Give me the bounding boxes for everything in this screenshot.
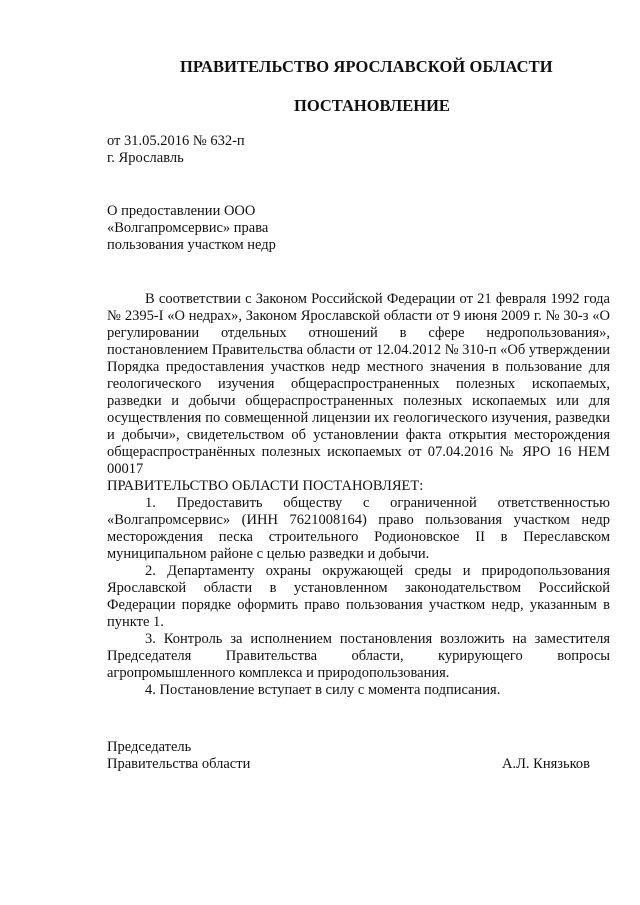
document-type: ПОСТАНОВЛЕНИЕ (294, 96, 450, 115)
signature-block (107, 739, 590, 773)
subject-line: пользования участком недр (107, 237, 276, 253)
item-paragraph-2: 2. Департаменту охраны окружающей среды и природопользования Ярославской области в установленном законодательством Российской Федерации порядке оформить право пользования участком недр, указанным в пункте 1. (107, 563, 610, 630)
date-number: от 31.05.2016 № 632-п (107, 133, 245, 149)
item-paragraph-3: 3. Контроль за исполнением постановления возложить на заместителя Председателя Правительства области, курирующего вопросы агропромышленного комплекса и природопользования. (107, 631, 610, 681)
document-body (107, 291, 610, 699)
resolves-line: ПРАВИТЕЛЬСТВО ОБЛАСТИ ПОСТАНОВЛЯЕТ: (107, 478, 424, 494)
subject-line: «Волгапромсервис» права (107, 220, 269, 236)
document-meta (107, 133, 245, 167)
document-subject (107, 203, 276, 254)
signer-name: А.Л. Князьков (501, 756, 590, 772)
city: г. Ярославль (107, 150, 184, 166)
signer-position-line2: Правительства области (107, 756, 251, 772)
government-title: ПРАВИТЕЛЬСТВО ЯРОСЛАВСКОЙ ОБЛАСТИ (180, 57, 553, 76)
signer-position-line1: Председатель (107, 739, 192, 755)
item-paragraph-1: 1. Предоставить обществу с ограниченной ответственностью «Волгапромсервис» (ИНН 7621008164) право пользования участком недр месторождения песка строительного Родионовское II в Переславском муниципальном районе с целью разведки и добычи. (107, 495, 610, 562)
preamble-paragraph: В соответствии с Законом Российской Федерации от 21 февраля 1992 года № 2395-I «О недрах», Законом Ярославской области от 9 июня 2009 г. № 30-з «О регулировании отдельных отношений в сфере недропользования», постановлением Правительства области от 12.04.2012 № 310-п «Об утверждении Порядка предоставления участков недр местного значения в пользование для геологического изучения общераспространенных полезных ископаемых, разведки и добычи общераспространенных полезных ископаемых или для осуществления по совмещенной лицензии их геологического изучения, разведки и добычи», свидетельством об установлении факта открытия месторождения общераспространённых полезных ископаемых от 07.04.2016 № ЯРО 16 НЕМ 00017 (107, 291, 611, 477)
subject-line: О предоставлении ООО (107, 203, 256, 219)
item-paragraph-4: 4. Постановление вступает в силу с момента подписания. (145, 682, 501, 698)
